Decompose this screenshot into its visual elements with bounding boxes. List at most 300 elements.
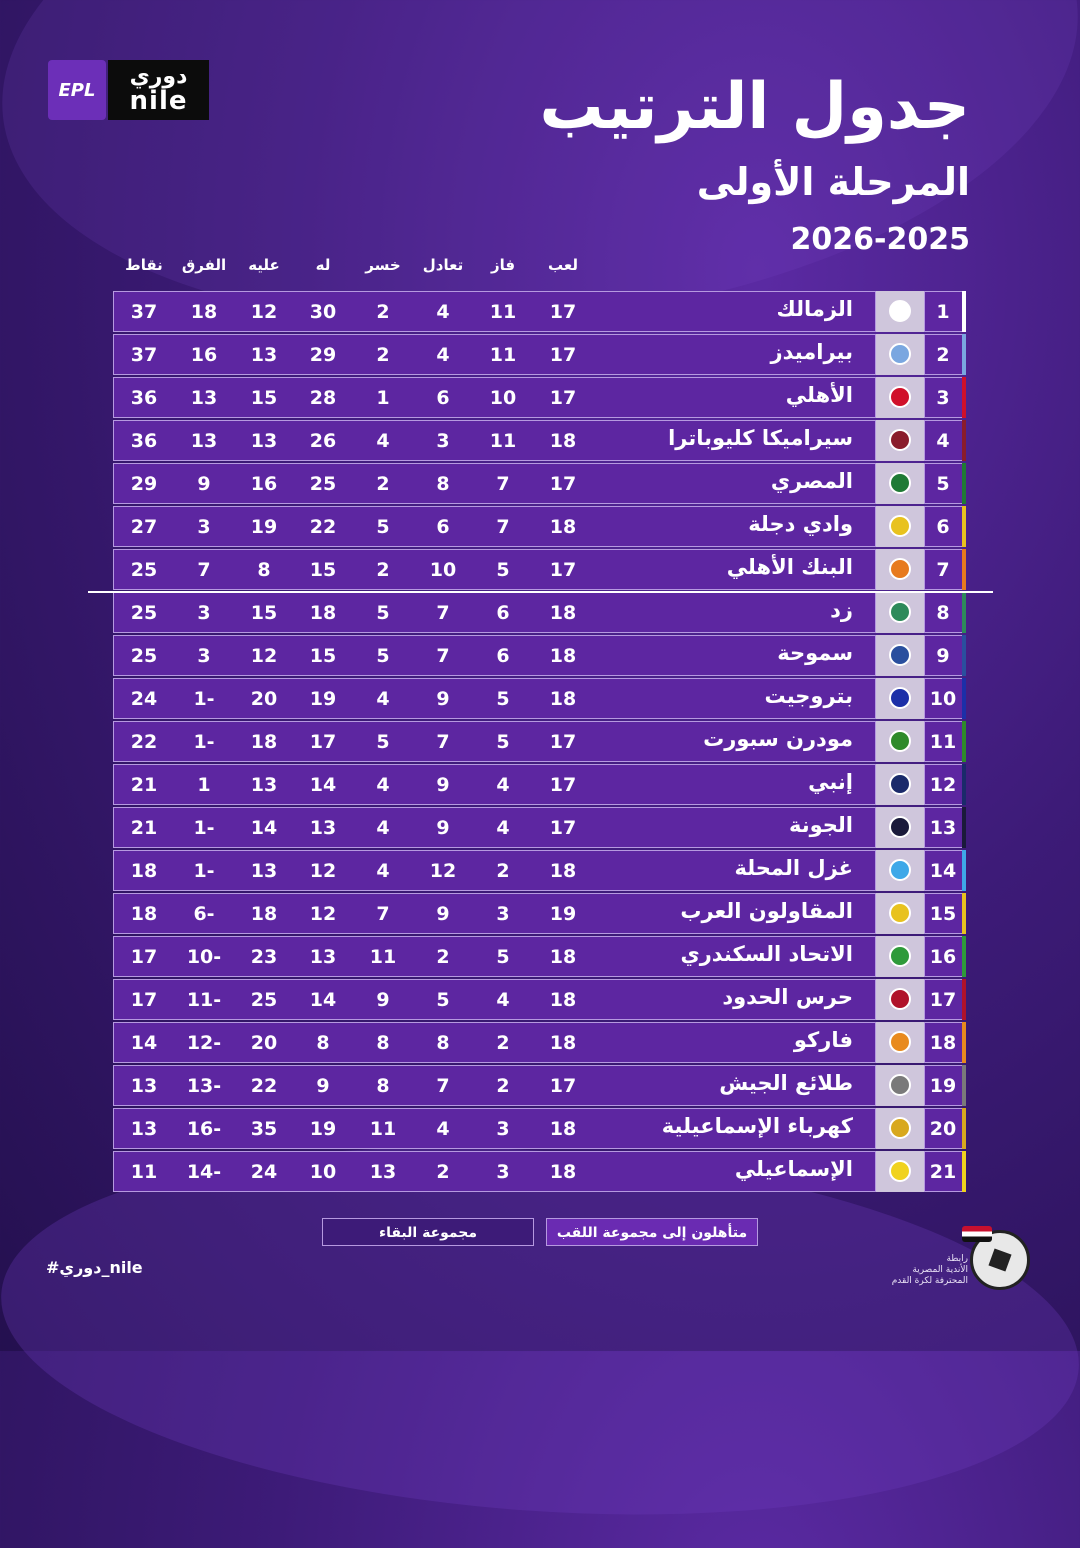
goal-diff-cell: 13: [190, 430, 218, 452]
team-color-bar: [962, 635, 966, 676]
goals-against-cell: 16: [250, 473, 278, 495]
goals-for-cell: 13: [309, 817, 337, 839]
goals-against-cell: 22: [250, 1075, 278, 1097]
egypt-flag-icon: [962, 1226, 992, 1242]
goal-diff-cell: 1-: [193, 688, 215, 710]
position: 1: [936, 301, 950, 323]
table-row: [113, 893, 966, 934]
lost-cell: 7: [376, 903, 390, 925]
drawn-cell: 8: [436, 1032, 450, 1054]
drawn-cell: 2: [436, 946, 450, 968]
petrojet-crest-icon: [889, 687, 911, 709]
won-cell: 11: [489, 301, 517, 323]
goals-for-cell: 29: [309, 344, 337, 366]
lost-cell: 8: [376, 1032, 390, 1054]
points-cell: 17: [130, 946, 158, 968]
won-cell: 10: [489, 387, 517, 409]
goals-against-cell: 15: [250, 387, 278, 409]
goals-against-cell: 13: [250, 430, 278, 452]
won-cell: 7: [496, 473, 510, 495]
played-cell: 18: [549, 1032, 577, 1054]
team-name: سموحة: [777, 641, 853, 665]
team-name: الزمالك: [776, 297, 853, 321]
lost-cell: 2: [376, 344, 390, 366]
federation-line-2: الأندية المصرية: [912, 1265, 968, 1275]
goal-diff-cell: 18: [190, 301, 218, 323]
points-cell: 18: [130, 860, 158, 882]
goals-against-cell: 13: [250, 774, 278, 796]
position: 18: [929, 1032, 957, 1054]
points-cell: 27: [130, 516, 158, 538]
drawn-cell: 9: [436, 688, 450, 710]
points-cell: 37: [130, 301, 158, 323]
goal-diff-cell: 1-: [193, 731, 215, 753]
table-header: [0, 256, 1080, 276]
goals-against-cell: 19: [250, 516, 278, 538]
won-cell: 2: [496, 1032, 510, 1054]
won-cell: 7: [496, 516, 510, 538]
team-name: المصري: [770, 469, 853, 493]
lost-cell: 4: [376, 817, 390, 839]
position: 19: [929, 1075, 957, 1097]
kahraba-crest-icon: [889, 1117, 911, 1139]
standings-table: [113, 291, 966, 1194]
season-label: 2026-2025: [790, 222, 970, 257]
goal-diff-cell: 7: [197, 559, 211, 581]
goals-for-cell: 15: [309, 645, 337, 667]
played-cell: 18: [549, 1161, 577, 1183]
table-row: [113, 807, 966, 848]
goals-for-cell: 18: [309, 602, 337, 624]
points-cell: 13: [130, 1075, 158, 1097]
goal-diff-cell: 16: [190, 344, 218, 366]
goals-against-cell: 35: [250, 1118, 278, 1140]
team-name: غزل المحلة: [734, 856, 853, 880]
goals-against-cell: 14: [250, 817, 278, 839]
modern-sport-crest-icon: [889, 730, 911, 752]
table-row: [113, 635, 966, 676]
masry-crest-icon: [889, 472, 911, 494]
team-name: بيراميدز: [770, 340, 853, 364]
team-name: سيراميكا كليوباترا: [668, 426, 853, 450]
team-color-bar: [962, 850, 966, 891]
position: 14: [929, 860, 957, 882]
won-cell: 5: [496, 688, 510, 710]
ismaily-crest-icon: [889, 1160, 911, 1182]
won-cell: 5: [496, 946, 510, 968]
drawn-cell: 7: [436, 1075, 450, 1097]
goals-against-cell: 24: [250, 1161, 278, 1183]
drawn-cell: 9: [436, 774, 450, 796]
drawn-cell: 4: [436, 344, 450, 366]
played-cell: 18: [549, 645, 577, 667]
lost-cell: 11: [369, 1118, 397, 1140]
lost-cell: 4: [376, 774, 390, 796]
federation-name: [892, 1254, 968, 1287]
points-cell: 21: [130, 774, 158, 796]
goals-against-cell: 25: [250, 989, 278, 1011]
drawn-cell: 3: [436, 430, 450, 452]
page-title: جدول الترتيب: [539, 70, 970, 144]
drawn-cell: 9: [436, 817, 450, 839]
ceramica-crest-icon: [889, 429, 911, 451]
goals-for-cell: 26: [309, 430, 337, 452]
team-color-bar: [962, 506, 966, 547]
played-cell: 18: [549, 989, 577, 1011]
points-cell: 37: [130, 344, 158, 366]
played-cell: 19: [549, 903, 577, 925]
table-row: [113, 592, 966, 633]
goals-for-cell: 25: [309, 473, 337, 495]
drawn-cell: 4: [436, 301, 450, 323]
table-row: [113, 1022, 966, 1063]
team-color-bar: [962, 463, 966, 504]
team-name: المقاولون العرب: [680, 899, 853, 923]
goals-for-cell: 28: [309, 387, 337, 409]
epl-badge: EPL: [48, 60, 106, 120]
won-cell: 3: [496, 1161, 510, 1183]
table-row: [113, 850, 966, 891]
goal-diff-cell: 12-: [186, 1032, 222, 1054]
team-name: الجونة: [788, 813, 853, 837]
team-name: الأهلي: [785, 383, 853, 407]
team-color-bar: [962, 1065, 966, 1106]
team-color-bar: [962, 377, 966, 418]
goals-for-cell: 15: [309, 559, 337, 581]
brand-name-english: nile: [129, 86, 188, 116]
goal-diff-cell: 9: [197, 473, 211, 495]
lost-cell: 4: [376, 688, 390, 710]
table-row: [113, 678, 966, 719]
lost-cell: 4: [376, 430, 390, 452]
team-name: كهرباء الإسماعيلية: [661, 1114, 853, 1138]
points-cell: 22: [130, 731, 158, 753]
goals-for-cell: 19: [309, 688, 337, 710]
goal-diff-cell: 11-: [186, 989, 222, 1011]
lost-cell: 13: [369, 1161, 397, 1183]
lost-cell: 8: [376, 1075, 390, 1097]
goal-diff-cell: 6-: [193, 903, 215, 925]
played-cell: 18: [549, 688, 577, 710]
position: 21: [929, 1161, 957, 1183]
position: 2: [936, 344, 950, 366]
team-name: مودرن سبورت: [703, 727, 853, 751]
talaea-crest-icon: [889, 1074, 911, 1096]
header-lost: خسر: [365, 256, 401, 274]
table-row: [113, 291, 966, 332]
table-row: [113, 549, 966, 590]
position: 20: [929, 1118, 957, 1140]
lost-cell: 2: [376, 301, 390, 323]
position: 5: [936, 473, 950, 495]
enppi-crest-icon: [889, 773, 911, 795]
page-subtitle: المرحلة الأولى: [696, 160, 970, 204]
team-color-bar: [962, 678, 966, 719]
points-cell: 11: [130, 1161, 158, 1183]
position: 11: [929, 731, 957, 753]
lost-cell: 2: [376, 559, 390, 581]
position: 13: [929, 817, 957, 839]
table-row: [113, 420, 966, 461]
lost-cell: 5: [376, 516, 390, 538]
position: 15: [929, 903, 957, 925]
drawn-cell: 4: [436, 1118, 450, 1140]
header-goals-for: له: [315, 256, 331, 274]
team-name: الإسماعيلي: [734, 1157, 853, 1181]
played-cell: 18: [549, 602, 577, 624]
won-cell: 3: [496, 903, 510, 925]
table-row: [113, 1151, 966, 1192]
points-cell: 24: [130, 688, 158, 710]
drawn-cell: 7: [436, 731, 450, 753]
header-goals-against: عليه: [248, 256, 280, 274]
team-color-bar: [962, 549, 966, 590]
team-color-bar: [962, 936, 966, 977]
team-color-bar: [962, 420, 966, 461]
drawn-cell: 6: [436, 516, 450, 538]
wadi-degla-crest-icon: [889, 515, 911, 537]
played-cell: 17: [549, 301, 577, 323]
played-cell: 18: [549, 516, 577, 538]
goals-for-cell: 22: [309, 516, 337, 538]
team-color-bar: [962, 334, 966, 375]
team-name: طلائع الجيش: [719, 1071, 853, 1095]
gouna-crest-icon: [889, 816, 911, 838]
mokawloon-crest-icon: [889, 902, 911, 924]
won-cell: 4: [496, 989, 510, 1011]
lost-cell: 5: [376, 602, 390, 624]
zed-crest-icon: [889, 601, 911, 623]
won-cell: 11: [489, 344, 517, 366]
team-color-bar: [962, 979, 966, 1020]
header-played: لعب: [548, 256, 578, 274]
won-cell: 2: [496, 1075, 510, 1097]
goals-against-cell: 23: [250, 946, 278, 968]
drawn-cell: 6: [436, 387, 450, 409]
goals-for-cell: 19: [309, 1118, 337, 1140]
points-cell: 36: [130, 430, 158, 452]
table-row: [113, 334, 966, 375]
team-color-bar: [962, 1108, 966, 1149]
goal-diff-cell: 16-: [186, 1118, 222, 1140]
played-cell: 18: [549, 430, 577, 452]
lost-cell: 1: [376, 387, 390, 409]
title-group-divider: [88, 591, 993, 593]
lost-cell: 5: [376, 731, 390, 753]
goals-against-cell: 12: [250, 301, 278, 323]
header-points: نقاط: [125, 256, 163, 274]
team-color-bar: [962, 893, 966, 934]
goals-against-cell: 18: [250, 731, 278, 753]
team-name: إنبي: [808, 770, 853, 794]
team-name: حرس الحدود: [722, 985, 853, 1009]
goals-against-cell: 13: [250, 860, 278, 882]
goals-against-cell: 8: [257, 559, 271, 581]
lost-cell: 9: [376, 989, 390, 1011]
points-cell: 25: [130, 559, 158, 581]
played-cell: 17: [549, 344, 577, 366]
team-color-bar: [962, 721, 966, 762]
table-row: [113, 1108, 966, 1149]
position: 6: [936, 516, 950, 538]
legend-title-group: متأهلون إلى مجموعة اللقب: [546, 1218, 758, 1246]
team-name: الاتحاد السكندري: [680, 942, 853, 966]
goal-diff-cell: 1: [197, 774, 211, 796]
points-cell: 25: [130, 602, 158, 624]
won-cell: 5: [496, 559, 510, 581]
team-color-bar: [962, 291, 966, 332]
brand-name-arabic: دوري: [129, 64, 188, 89]
goal-diff-cell: 3: [197, 602, 211, 624]
lost-cell: 5: [376, 645, 390, 667]
position: 12: [929, 774, 957, 796]
table-row: [113, 764, 966, 805]
goal-diff-cell: 13: [190, 387, 218, 409]
table-row: [113, 377, 966, 418]
played-cell: 18: [549, 1118, 577, 1140]
team-color-bar: [962, 764, 966, 805]
table-row: [113, 721, 966, 762]
points-cell: 21: [130, 817, 158, 839]
drawn-cell: 12: [429, 860, 457, 882]
nile-league-logo: [48, 60, 209, 120]
header-goal-diff: الفرق: [181, 256, 227, 274]
team-color-bar: [962, 592, 966, 633]
goals-for-cell: 12: [309, 860, 337, 882]
table-row: [113, 506, 966, 547]
position: 3: [936, 387, 950, 409]
goals-for-cell: 9: [316, 1075, 330, 1097]
position: 4: [936, 430, 950, 452]
team-color-bar: [962, 807, 966, 848]
points-cell: 36: [130, 387, 158, 409]
goals-against-cell: 15: [250, 602, 278, 624]
team-color-bar: [962, 1022, 966, 1063]
goals-for-cell: 8: [316, 1032, 330, 1054]
goals-for-cell: 10: [309, 1161, 337, 1183]
goals-against-cell: 13: [250, 344, 278, 366]
goals-for-cell: 12: [309, 903, 337, 925]
points-cell: 29: [130, 473, 158, 495]
won-cell: 2: [496, 860, 510, 882]
played-cell: 17: [549, 731, 577, 753]
hashtag: #دوري_nile: [46, 1258, 143, 1277]
goal-diff-cell: 3: [197, 645, 211, 667]
played-cell: 17: [549, 559, 577, 581]
team-name: وادي دجلة: [748, 512, 853, 536]
team-name: زد: [830, 598, 853, 622]
goals-for-cell: 14: [309, 989, 337, 1011]
goals-for-cell: 13: [309, 946, 337, 968]
team-name: فاركو: [793, 1028, 853, 1052]
goal-diff-cell: 14-: [186, 1161, 222, 1183]
header-won: فاز: [490, 256, 516, 274]
lost-cell: 4: [376, 860, 390, 882]
federation-line-1: رابطة: [946, 1254, 968, 1264]
won-cell: 6: [496, 645, 510, 667]
goals-against-cell: 20: [250, 1032, 278, 1054]
position: 8: [936, 602, 950, 624]
points-cell: 13: [130, 1118, 158, 1140]
position: 16: [929, 946, 957, 968]
played-cell: 17: [549, 817, 577, 839]
position: 7: [936, 559, 950, 581]
table-row: [113, 1065, 966, 1106]
federation-logo: [870, 1226, 1040, 1306]
played-cell: 17: [549, 387, 577, 409]
table-row: [113, 463, 966, 504]
played-cell: 18: [549, 860, 577, 882]
played-cell: 18: [549, 946, 577, 968]
goal-diff-cell: 10-: [186, 946, 222, 968]
lost-cell: 2: [376, 473, 390, 495]
played-cell: 17: [549, 774, 577, 796]
team-color-bar: [962, 1151, 966, 1192]
table-row: [113, 936, 966, 977]
drawn-cell: 8: [436, 473, 450, 495]
national-bank-crest-icon: [889, 558, 911, 580]
points-cell: 25: [130, 645, 158, 667]
nile-wordmark: [108, 60, 209, 120]
drawn-cell: 10: [429, 559, 457, 581]
zamalek-crest-icon: [889, 300, 911, 322]
pharco-crest-icon: [889, 1031, 911, 1053]
team-name: البنك الأهلي: [726, 555, 853, 579]
header-drawn: تعادل: [422, 256, 464, 274]
won-cell: 5: [496, 731, 510, 753]
won-cell: 11: [489, 430, 517, 452]
goals-for-cell: 17: [309, 731, 337, 753]
drawn-cell: 9: [436, 903, 450, 925]
won-cell: 4: [496, 774, 510, 796]
won-cell: 4: [496, 817, 510, 839]
points-cell: 18: [130, 903, 158, 925]
pyramids-crest-icon: [889, 343, 911, 365]
won-cell: 3: [496, 1118, 510, 1140]
position: 9: [936, 645, 950, 667]
drawn-cell: 7: [436, 645, 450, 667]
legend-stay-group: مجموعة البقاء: [322, 1218, 534, 1246]
won-cell: 6: [496, 602, 510, 624]
goals-against-cell: 20: [250, 688, 278, 710]
federation-line-3: المحترفة لكرة القدم: [891, 1276, 968, 1286]
goals-for-cell: 30: [309, 301, 337, 323]
goals-against-cell: 12: [250, 645, 278, 667]
ghazl-crest-icon: [889, 859, 911, 881]
drawn-cell: 5: [436, 989, 450, 1011]
ahly-crest-icon: [889, 386, 911, 408]
haras-crest-icon: [889, 988, 911, 1010]
position: 17: [929, 989, 957, 1011]
smouha-crest-icon: [889, 644, 911, 666]
team-name: بتروجيت: [764, 684, 853, 708]
points-cell: 17: [130, 989, 158, 1011]
drawn-cell: 2: [436, 1161, 450, 1183]
goals-against-cell: 18: [250, 903, 278, 925]
goal-diff-cell: 1-: [193, 860, 215, 882]
position: 10: [929, 688, 957, 710]
goal-diff-cell: 3: [197, 516, 211, 538]
drawn-cell: 7: [436, 602, 450, 624]
goals-for-cell: 14: [309, 774, 337, 796]
goal-diff-cell: 13-: [186, 1075, 222, 1097]
ittihad-crest-icon: [889, 945, 911, 967]
played-cell: 17: [549, 473, 577, 495]
lost-cell: 11: [369, 946, 397, 968]
goal-diff-cell: 1-: [193, 817, 215, 839]
points-cell: 14: [130, 1032, 158, 1054]
table-row: [113, 979, 966, 1020]
